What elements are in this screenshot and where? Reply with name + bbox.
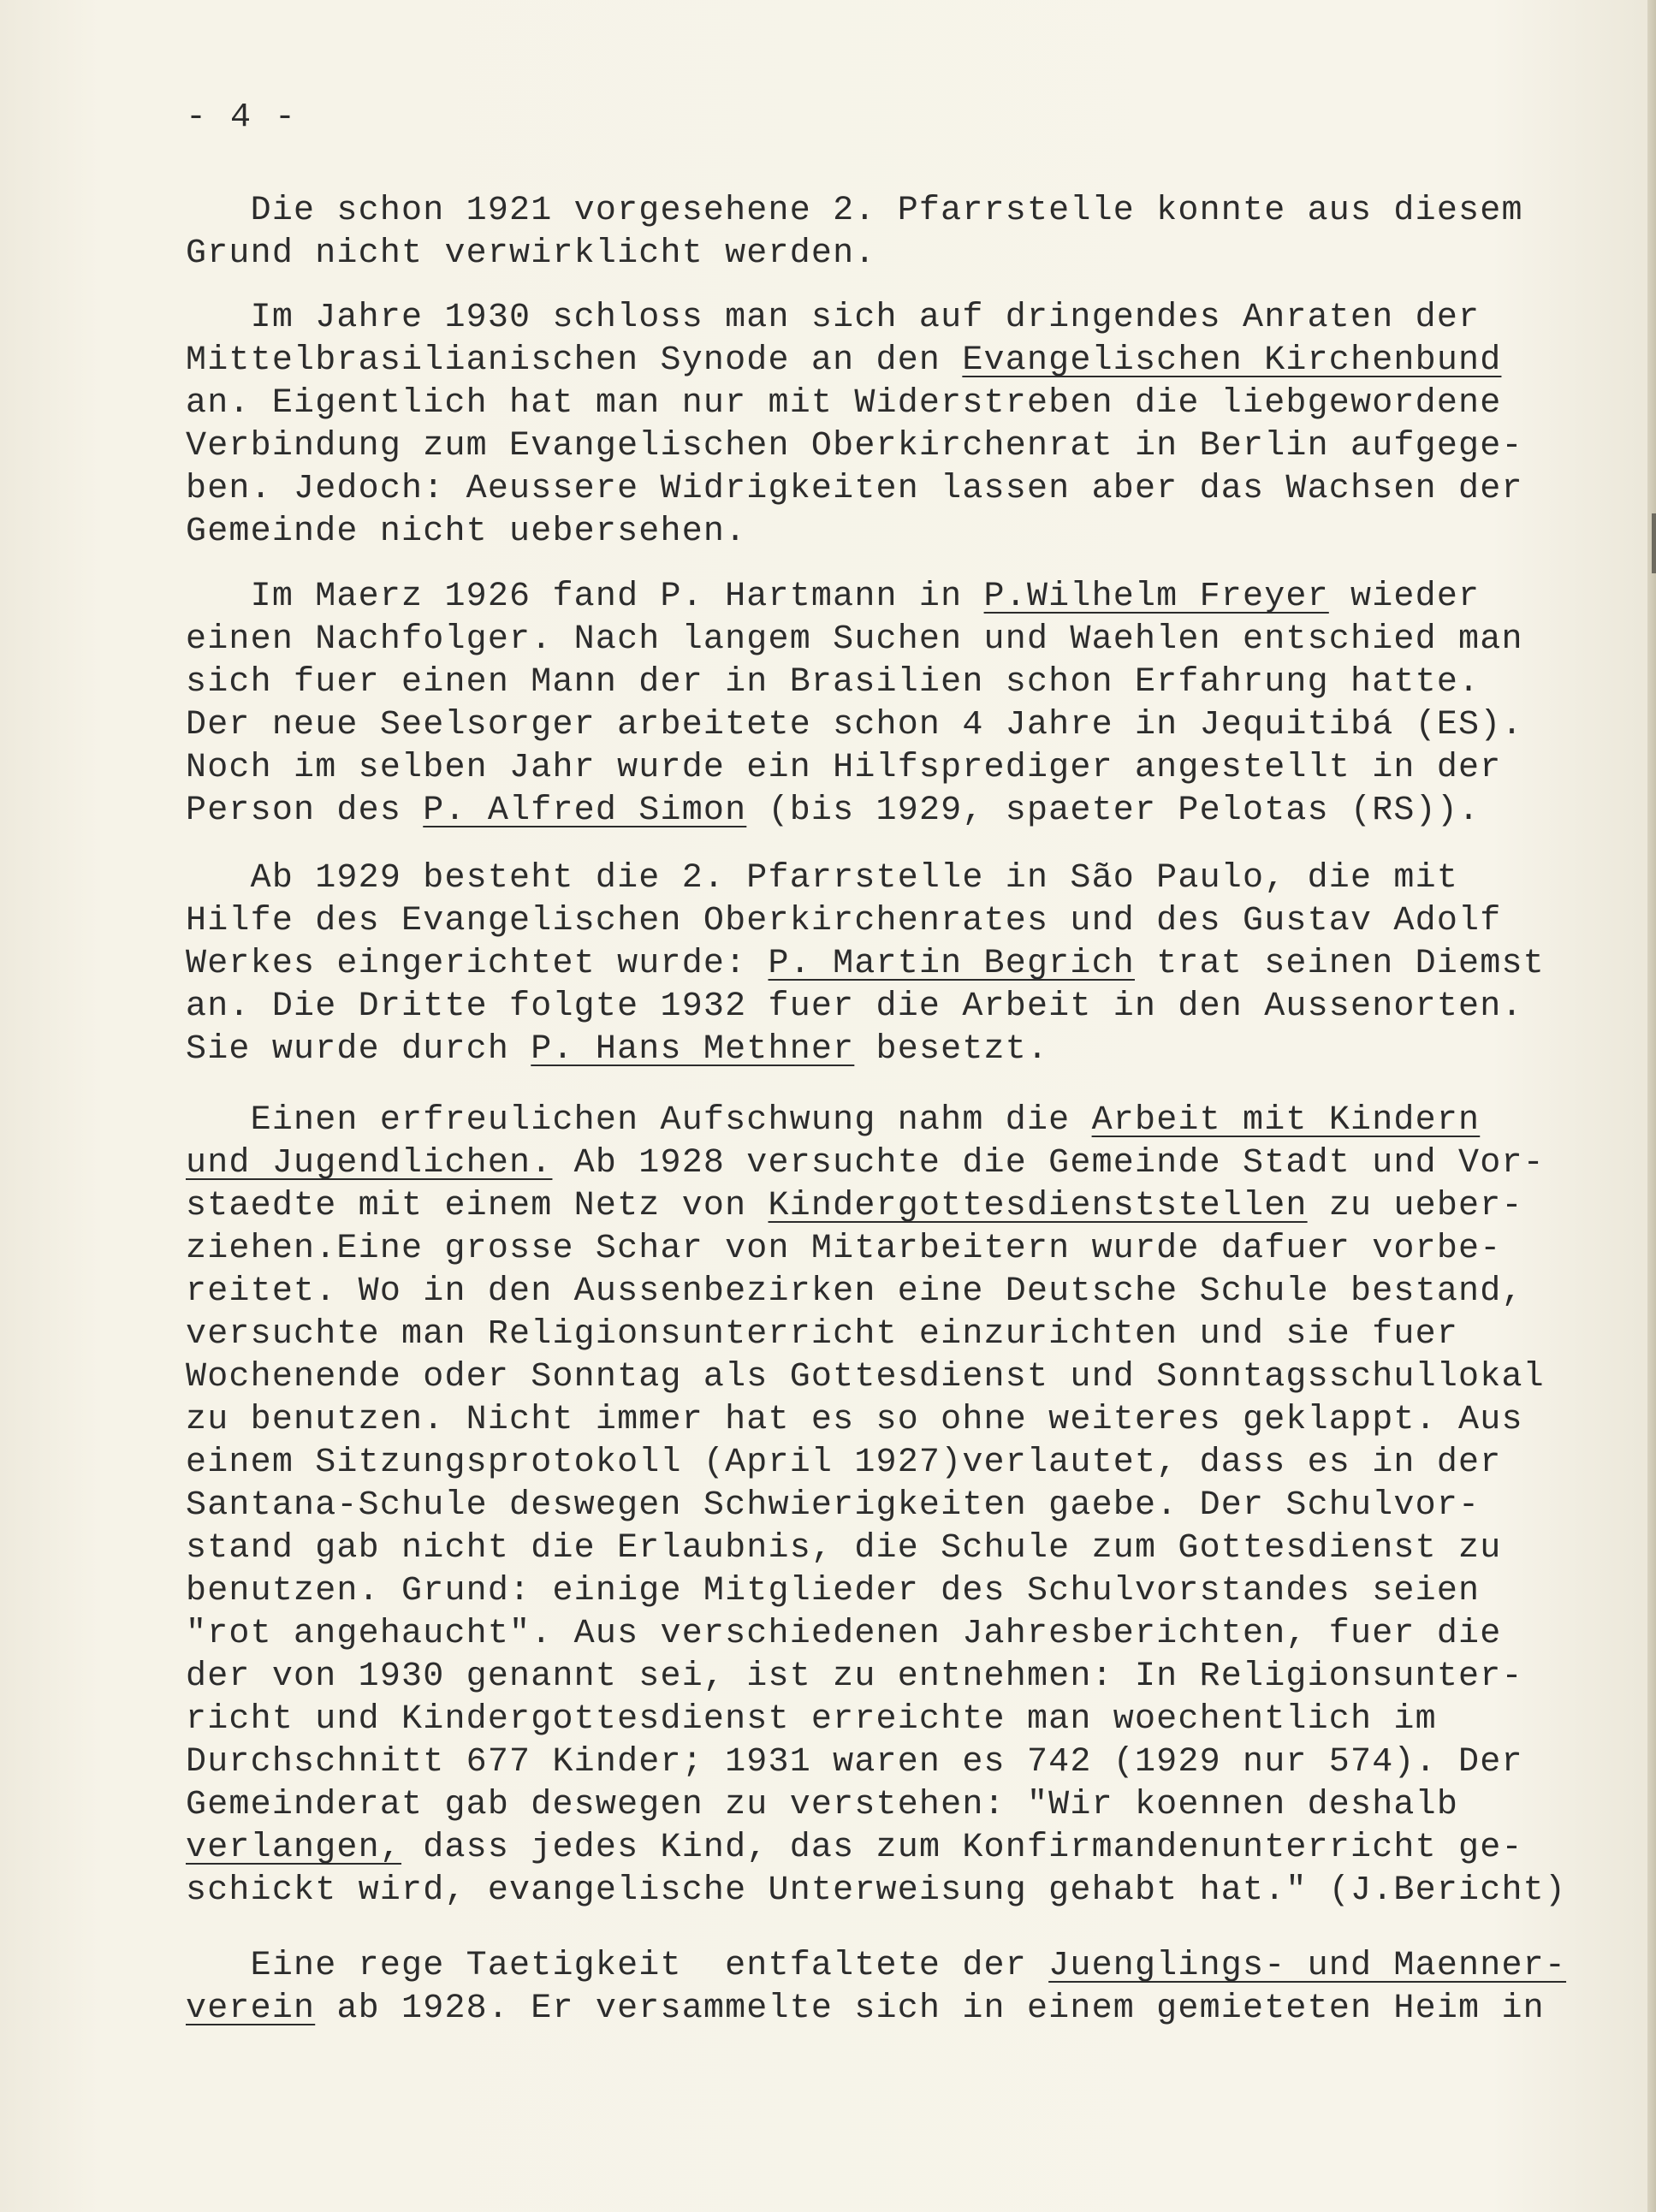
- text-line: [186, 1142, 1572, 1185]
- text-line: [186, 1656, 1572, 1699]
- text-run: einen Nachfolger. Nach langem Suchen und Waehlen entschied man: [186, 620, 1523, 659]
- text-run: sich fuer einen Mann der in Brasilien schon Erfahrung hatte.: [186, 663, 1481, 702]
- text-line: [186, 986, 1572, 1029]
- text-line: [186, 1945, 1572, 1988]
- page-number: - 4 -: [186, 98, 298, 137]
- text-run: Santana-Schule deswegen Schwierigkeiten gaebe. Der Schulvor-: [186, 1486, 1481, 1525]
- paragraph-4: [186, 857, 1572, 1071]
- text-run: (bis 1929, spaeter Pelotas (RS)).: [746, 792, 1481, 830]
- text-run: Ab 1929 besteht die 2. Pfarrstelle in São Paulo, die mit: [186, 859, 1459, 898]
- text-run: Sie wurde durch: [186, 1030, 531, 1069]
- text-line: [186, 383, 1572, 425]
- text-run: staedte mit einem Netz von: [186, 1187, 769, 1225]
- text-run: ab 1928. Er versammelte sich in einem gemieteten Heim in: [315, 1990, 1545, 2028]
- paragraph-1: [186, 190, 1572, 276]
- text-run: Gemeinde nicht uebersehen.: [186, 513, 747, 551]
- text-run: Verbindung zum Evangelischen Oberkirchenrat in Berlin aufgege-: [186, 427, 1523, 466]
- text-line: [186, 1570, 1572, 1613]
- text-run: Werkes eingerichtet wurde:: [186, 945, 769, 983]
- text-run: der von 1930 genannt sei, ist zu entnehmen: In Religionsunter-: [186, 1658, 1523, 1696]
- text-run: stand gab nicht die Erlaubnis, die Schule zum Gottesdienst zu: [186, 1529, 1502, 1568]
- text-line: [186, 425, 1572, 468]
- text-run: trat seinen Diemst: [1134, 945, 1545, 983]
- paragraph-2: [186, 297, 1572, 554]
- text-line: [186, 790, 1572, 833]
- text-line: [186, 190, 1572, 233]
- text-line: [186, 1527, 1572, 1570]
- text-run: Wochenende oder Sonntag als Gottesdienst und Sonntagsschullokal: [186, 1358, 1545, 1397]
- underlined-text: P. Martin Begrich: [768, 945, 1135, 983]
- text-run: ziehen.Eine grosse Schar von Mitarbeitern wurde dafuer vorbe-: [186, 1230, 1502, 1268]
- paragraph-3: [186, 576, 1572, 833]
- text-run: Hilfe des Evangelischen Oberkirchenrates und des Gustav Adolf: [186, 902, 1502, 940]
- text-run: einem Sitzungsprotokoll (April 1927)verlautet, dass es in der: [186, 1444, 1502, 1482]
- underlined-text: verlangen,: [186, 1829, 402, 1867]
- text-run: versuchte man Religionsunterricht einzurichten und sie fuer: [186, 1315, 1459, 1354]
- text-run: Gemeinderat gab deswegen zu verstehen: "Wir koennen deshalb: [186, 1786, 1459, 1824]
- underlined-text: P. Hans Methner: [531, 1030, 855, 1069]
- text-line: [186, 1228, 1572, 1271]
- text-run: Die schon 1921 vorgesehene 2. Pfarrstelle konnte aus diesem: [186, 192, 1523, 230]
- text-run: Mittelbrasilianischen Synode an den: [186, 341, 963, 380]
- text-run: Im Maerz 1926 fand P. Hartmann in: [186, 578, 984, 616]
- text-line: [186, 1741, 1572, 1784]
- text-run: reitet. Wo in den Aussenbezirken eine Deutsche Schule bestand,: [186, 1272, 1523, 1311]
- text-line: [186, 1442, 1572, 1485]
- text-line: [186, 1699, 1572, 1741]
- text-line: [186, 1827, 1572, 1870]
- text-run: ben. Jedoch: Aeussere Widrigkeiten lassen aber das Wachsen der: [186, 470, 1523, 508]
- text-run: zu benutzen. Nicht immer hat es so ohne weiteres geklappt. Aus: [186, 1401, 1523, 1439]
- text-line: [186, 1613, 1572, 1656]
- underlined-text: Juenglings- und Maenner-: [1048, 1947, 1567, 1985]
- text-line: [186, 1271, 1572, 1314]
- text-line: [186, 1029, 1572, 1071]
- text-line: [186, 1399, 1572, 1442]
- text-run: schickt wird, evangelische Unterweisung gehabt hat." (J.Bericht): [186, 1871, 1567, 1910]
- text-run: Eine rege Taetigkeit entfaltete der: [186, 1947, 1049, 1985]
- underlined-text: verein: [186, 1990, 316, 2028]
- text-run: Einen erfreulichen Aufschwung nahm die: [186, 1101, 1092, 1140]
- text-run: an. Die Dritte folgte 1932 fuer die Arbeit in den Aussenorten.: [186, 987, 1523, 1026]
- text-line: [186, 661, 1572, 704]
- text-run: dass jedes Kind, das zum Konfirmandenunterricht ge-: [401, 1829, 1523, 1867]
- underlined-text: Arbeit mit Kindern: [1091, 1101, 1481, 1140]
- text-line: [186, 1314, 1572, 1356]
- underlined-text: P.Wilhelm Freyer: [983, 578, 1329, 616]
- text-run: Ab 1928 versuchte die Gemeinde Stadt und Vor-: [552, 1144, 1545, 1183]
- text-line: [186, 468, 1572, 511]
- text-run: an. Eigentlich hat man nur mit Widerstreben die liebgewordene: [186, 384, 1502, 423]
- text-run: Noch im selben Jahr wurde ein Hilfsprediger angestellt in der: [186, 749, 1502, 787]
- text-run: zu ueber-: [1307, 1187, 1523, 1225]
- text-run: richt und Kindergottesdienst erreichte man woechentlich im: [186, 1700, 1437, 1739]
- text-line: [186, 704, 1572, 747]
- text-run: besetzt.: [854, 1030, 1049, 1069]
- text-run: Person des: [186, 792, 424, 830]
- paragraph-6: [186, 1945, 1572, 2031]
- text-line: [186, 747, 1572, 790]
- text-line: [186, 1988, 1572, 2031]
- text-run: Grund nicht verwirklicht werden.: [186, 234, 876, 273]
- paragraph-5: [186, 1100, 1572, 1913]
- text-line: [186, 619, 1572, 661]
- text-line: [186, 340, 1572, 383]
- text-line: [186, 943, 1572, 986]
- text-line: [186, 576, 1572, 619]
- edge-mark: [1652, 513, 1656, 573]
- text-line: [186, 857, 1572, 900]
- text-line: [186, 1185, 1572, 1228]
- text-line: [186, 511, 1572, 554]
- text-line: [186, 297, 1572, 340]
- text-line: [186, 1356, 1572, 1399]
- text-line: [186, 233, 1572, 276]
- underlined-text: Kindergottesdienststellen: [768, 1187, 1308, 1225]
- text-line: [186, 900, 1572, 943]
- text-run: "rot angehaucht". Aus verschiedenen Jahresberichten, fuer die: [186, 1615, 1502, 1653]
- underlined-text: P. Alfred Simon: [423, 792, 747, 830]
- text-line: [186, 1784, 1572, 1827]
- text-line: [186, 1100, 1572, 1142]
- text-run: wieder: [1328, 578, 1481, 616]
- text-run: benutzen. Grund: einige Mitglieder des Schulvorstandes seien: [186, 1572, 1481, 1610]
- text-line: [186, 1485, 1572, 1527]
- paper-edge: [1647, 0, 1656, 2212]
- text-run: Im Jahre 1930 schloss man sich auf dringendes Anraten der: [186, 299, 1481, 337]
- text-run: Der neue Seelsorger arbeitete schon 4 Jahre in Jequitibá (ES).: [186, 706, 1523, 744]
- text-run: Durchschnitt 677 Kinder; 1931 waren es 742 (1929 nur 574). Der: [186, 1743, 1523, 1782]
- underlined-text: und Jugendlichen.: [186, 1144, 553, 1183]
- text-line: [186, 1870, 1572, 1913]
- underlined-text: Evangelischen Kirchenbund: [962, 341, 1502, 380]
